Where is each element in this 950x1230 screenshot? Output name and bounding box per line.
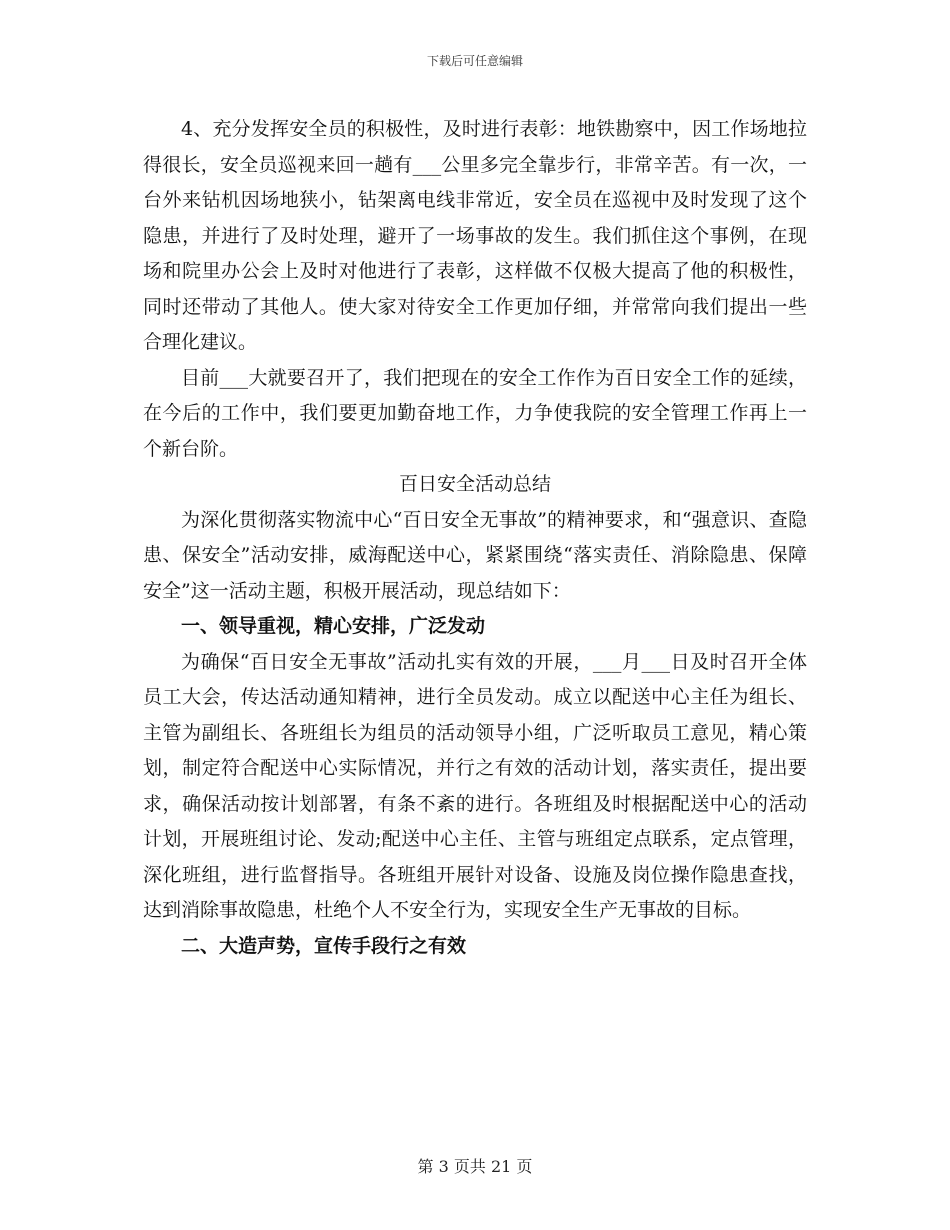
paragraph-leadership: 为确保“百日安全无事故”活动扎实有效的开展，___月___日及时召开全体员工大会，传达活动通知精神，进行全员发动。成立以配送中心主任为组长、主管为副组长、各班组长为组员的活动领导小组，广泛听取员工意见，精心策划，制定符合配送中心实际情况，并行之有效的活动计划，落实责任，提出要求，确保活动按计划部署，有条不紊的进行。各班组及时根据配送中心的活动计划，开展班组讨论、发动;配送中心主任、主管与班组定点联系，定点管理，深化班组，进行监督指导。各班组开展针对设备、设施及岗位操作隐患查找，达到消除事故隐患，杜绝个人不安全行为，实现安全生产无事故的目标。 bbox=[143, 650, 807, 921]
paragraph-conclusion: 目前___大就要召开了，我们把现在的安全工作作为百日安全工作的延续，在今后的工作中，我们要更加勤奋地工作，力争使我院的安全管理工作再上一个新台阶。 bbox=[143, 366, 807, 460]
paragraph-safety-officer: 4、充分发挥安全员的积极性，及时进行表彰：地铁勘察中，因工作场地拉得很长，安全员巡视来回一趟有___公里多完全靠步行，非常辛苦。有一次，一台外来钻机因场地狭小，钻架离电线非常近，安全员在巡视中及时发现了这个隐患，并进行了及时处理，避开了一场事故的发生。我们抓住这个事例，在现场和院里办公会上及时对他进行了表彰，这样做不仅极大提高了他的积极性，同时还带动了其他人。使大家对待安全工作更加仔细，并常常向我们提出一些合理化建议。 bbox=[143, 118, 807, 353]
heading-publicity: 二、大造声势，宣传手段行之有效 bbox=[181, 934, 467, 957]
section-title: 百日安全活动总结 bbox=[398, 473, 551, 495]
page-header: 下载后可任意编辑 bbox=[426, 54, 523, 68]
paragraph-intro: 为深化贯彻落实物流中心“百日安全无事故”的精神要求，和“强意识、查隐患、保安全”活动安排，威海配送中心，紧紧围绕“落实责任、消除隐患、保障安全”这一活动主题，积极开展活动，现总结如下： bbox=[143, 508, 807, 602]
page-footer: 第 3 页共 21 页 bbox=[417, 1157, 533, 1176]
document-body bbox=[143, 112, 807, 964]
heading-leadership: 一、领导重视，精心安排，广泛发动 bbox=[181, 615, 486, 637]
